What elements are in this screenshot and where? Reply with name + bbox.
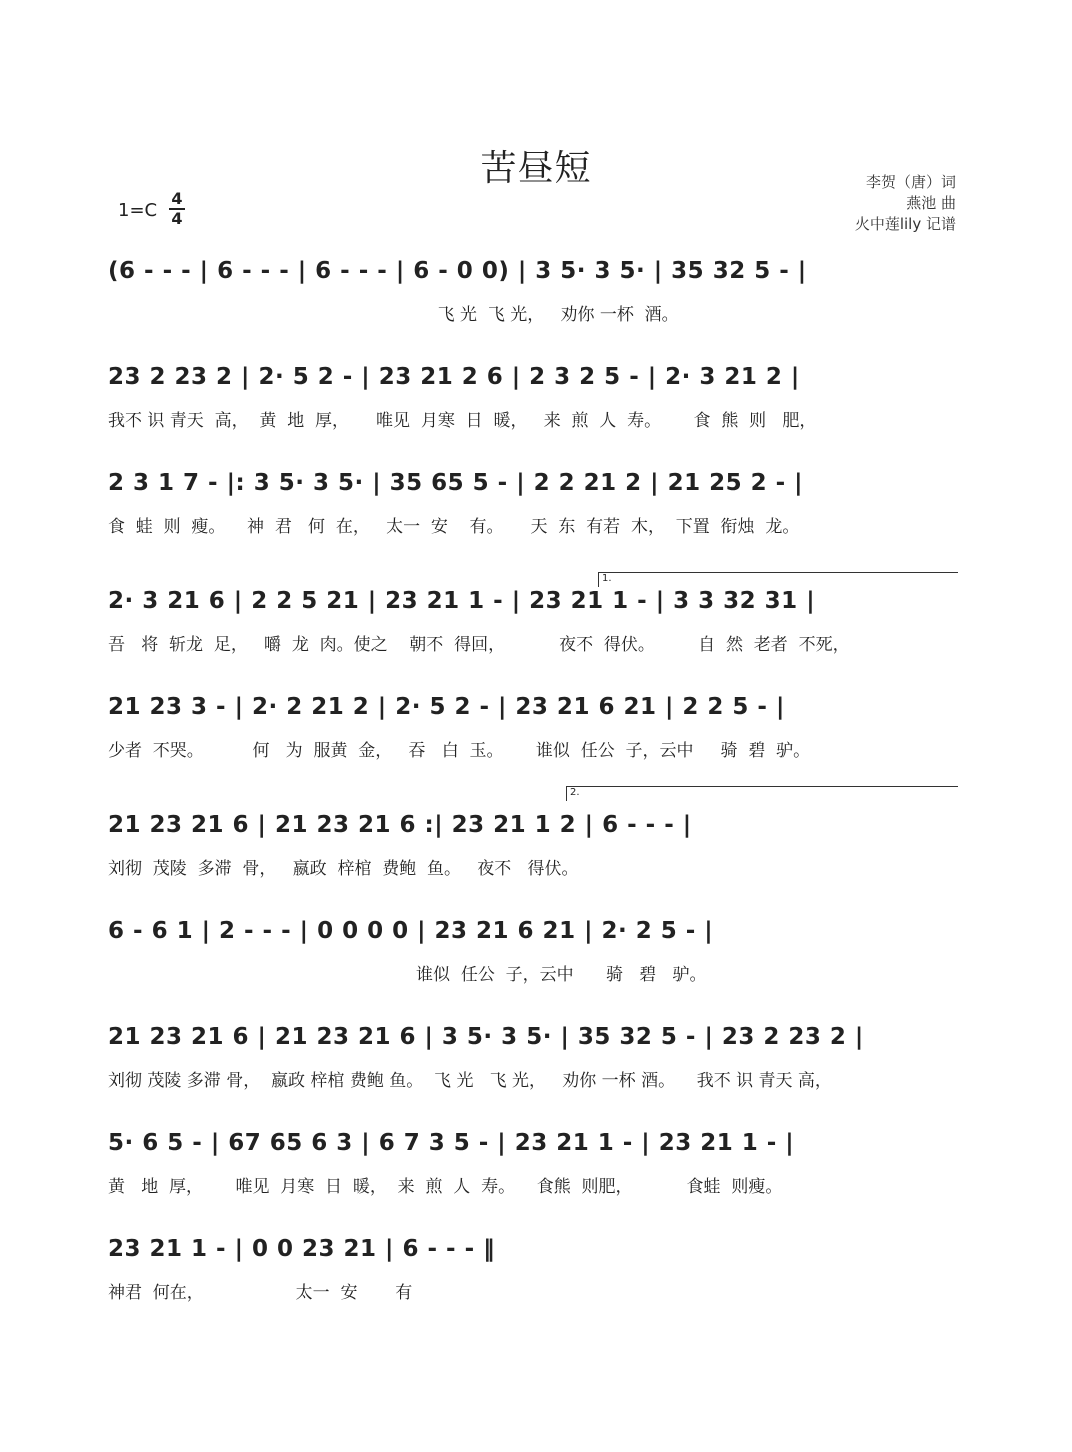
key-signature: 1=C <box>118 200 158 221</box>
system-2-notes: 23 2 23 2 | 2· 5 2 - | 23 21 2 6 | 2 3 2 5 - | 2· 3 21 2 | <box>108 364 800 390</box>
ending-1-line <box>598 572 958 573</box>
system-3-lyrics: 食 蛙 则 瘦。 神 君 何 在， 太一 安 有。 天 东 有若 木， 下置 衔烛 龙。 <box>108 517 800 537</box>
system-6-notes: 21 23 21 6 | 21 23 21 6 :| 23 21 1 2 | 6 - - - | <box>108 812 692 838</box>
time-signature-top: 4 <box>171 189 183 208</box>
system-8-notes: 21 23 21 6 | 21 23 21 6 | 3 5· 3 5· | 35 32 5 - | 23 2 23 2 | <box>108 1024 864 1050</box>
system-10-lyrics: 神君 何在， 太一 安 有 <box>108 1283 413 1303</box>
system-8-lyrics: 刘彻 茂陵 多滞 骨， 嬴政 梓棺 费鲍 鱼。 飞 光 飞 光， 劝你 一杯 酒。 我不 识 青天 高， <box>108 1071 832 1091</box>
time-signature <box>168 190 186 228</box>
lyricist-credit: 李贺（唐）词 <box>865 173 956 191</box>
time-signature-bottom: 4 <box>171 209 183 228</box>
ending-2-bracket <box>566 786 580 801</box>
composer-credit: 燕池 曲 <box>906 194 956 212</box>
system-1-lyrics: 飞 光 飞 光， 劝你 一杯 酒。 <box>108 305 679 325</box>
ending-2-label: 2. <box>570 787 580 798</box>
system-9-notes: 5· 6 5 - | 67 65 6 3 | 6 7 3 5 - | 23 21 1 - | 23 21 1 - | <box>108 1130 795 1156</box>
system-10-notes: 23 21 1 - | 0 0 23 21 | 6 - - - ‖ <box>108 1236 496 1262</box>
system-5-lyrics: 少者 不哭。 何 为 服黄 金， 吞 白 玉。 谁似 任公 子，云中 骑 碧 驴。 <box>108 741 811 761</box>
system-9-lyrics: 黄 地 厚， 唯见 月寒 日 暖， 来 煎 人 寿。 食熊 则肥， 食蛙 则瘦。 <box>108 1177 783 1197</box>
score-title: 苦昼短 <box>480 148 592 189</box>
system-3-notes: 2 3 1 7 - |: 3 5· 3 5· | 35 65 5 - | 2 2 21 2 | 21 25 2 - | <box>108 470 804 496</box>
system-7-lyrics: 谁似 任公 子，云中 骑 碧 驴。 <box>108 965 707 985</box>
credits <box>855 172 956 235</box>
system-7-notes: 6 - 6 1 | 2 - - - | 0 0 0 0 | 23 21 6 21 | 2· 2 5 - | <box>108 918 714 944</box>
ending-2-line <box>566 786 958 787</box>
system-6-lyrics: 刘彻 茂陵 多滞 骨， 嬴政 梓棺 费鲍 鱼。 夜不 得伏。 <box>108 859 579 879</box>
system-5-notes: 21 23 3 - | 2· 2 21 2 | 2· 5 2 - | 23 21 6 21 | 2 2 5 - | <box>108 694 785 720</box>
transcriber-credit: 火中莲lily 记谱 <box>854 215 956 233</box>
system-2-lyrics: 我不 识 青天 高， 黄 地 厚， 唯见 月寒 日 暖， 来 煎 人 寿。 食 熊 则 肥， <box>108 411 817 431</box>
system-1-notes: (6 - - - | 6 - - - | 6 - - - | 6 - 0 0) | 3 5· 3 5· | 35 32 5 - | <box>108 258 807 284</box>
system-4-lyrics: 吾 将 斩龙 足， 嚼 龙 肉。使之 朝不 得回， 夜不 得伏。 自 然 老者 不死， <box>108 635 850 655</box>
ending-1-bracket <box>598 572 612 587</box>
ending-1-label: 1. <box>602 573 612 584</box>
system-4-notes: 2· 3 21 6 | 2 2 5 21 | 23 21 1 - | 23 21 1 - | 3 3 32 31 | <box>108 588 816 614</box>
